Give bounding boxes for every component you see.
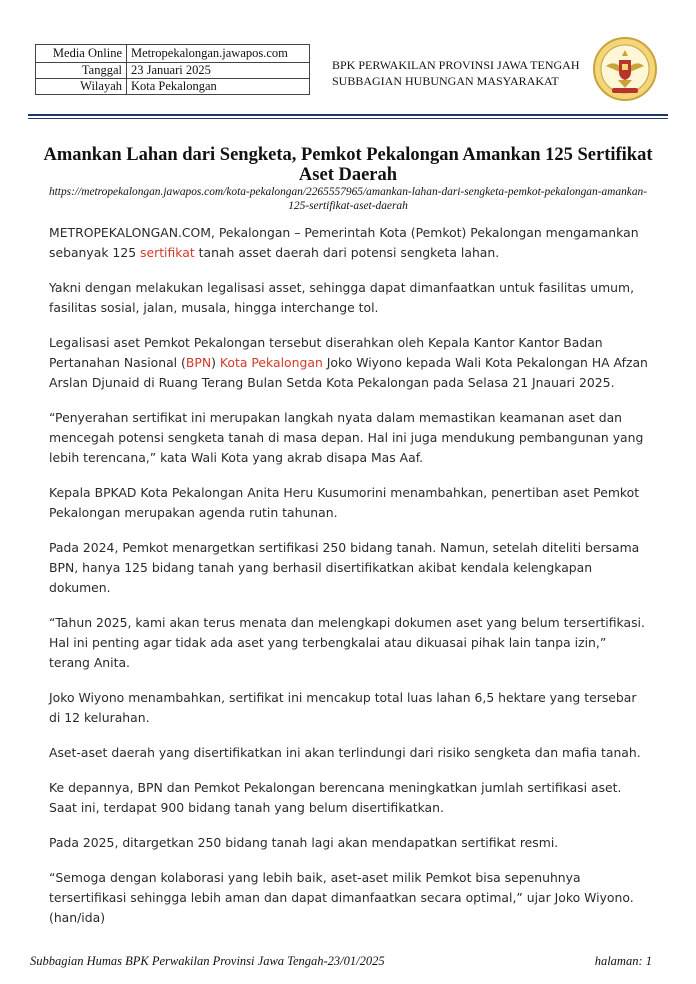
paragraph: Aset-aset daerah yang disertifikatkan ini akan terlindungi dari risiko sengketa dan mafia tanah. <box>49 745 641 760</box>
region-label: Wilayah <box>36 79 127 95</box>
footer-source: Subbagian Humas BPK Perwakilan Provinsi Jawa Tengah-23/01/2025 <box>30 954 385 968</box>
paragraph <box>49 223 649 263</box>
paragraph-text: tanah asset daerah dari potensi sengketa lahan. <box>194 245 500 260</box>
paragraph: “Semoga dengan kolaborasi yang lebih baik, aset-aset milik Pemkot bisa sepenuhnya tersertifikasi sehingga lebih aman dan dapat dimanfaatkan secara optimal,” ujar Joko Wiyono. (han/ida) <box>49 870 634 925</box>
bpn-link[interactable]: BPN <box>185 355 212 370</box>
paragraph: Ke depannya, BPN dan Pemkot Pekalongan berencana meningkatkan jumlah sertifikasi aset. Saat ini, terdapat 900 bidang tanah yang belum disertifikatkan. <box>49 780 622 815</box>
media-label: Media Online <box>36 45 127 63</box>
metadata-row-region <box>36 79 310 95</box>
paragraph: Yakni dengan melakukan legalisasi asset, sehingga dapat dimanfaatkan untuk fasilitas umum, fasilitas sosial, jalan, musala, hingga interchange tol. <box>49 280 635 315</box>
paragraph-text: Legalisasi aset Pemkot Pekalongan tersebut diserahkan oleh Kepala Kantor Kantor Badan Pertanahan Nasional ( <box>49 335 603 370</box>
metadata-row-media <box>36 45 310 63</box>
paragraph: “Penyerahan sertifikat ini merupakan langkah nyata dalam memastikan keamanan aset dan mencegah potensi sengketa tanah di masa depan. Hal ini juga mendukung pembangunan yang lebih terencana,” kata Wali Kota yang akrab disapa Mas Aaf. <box>49 410 644 465</box>
organization-division: SUBBAGIAN HUBUNGAN MASYARAKAT <box>332 74 559 88</box>
paragraph: Pada 2025, ditargetkan 250 bidang tanah lagi akan mendapatkan sertifikat resmi. <box>49 835 559 850</box>
media-value: Metropekalongan.jawapos.com <box>127 45 310 63</box>
metadata-table <box>35 44 310 95</box>
paragraph-text: METROPEKALONGAN.COM, Pekalongan – Pemerintah Kota (Pemkot) Pekalongan mengamankan sebanyak 125 <box>49 225 639 260</box>
header-divider-thin <box>28 118 668 119</box>
paragraph <box>49 333 649 393</box>
paragraph: Pada 2024, Pemkot menargetkan sertifikasi 250 bidang tanah. Namun, setelah diteliti bersama BPN, hanya 125 bidang tanah yang berhasil disertifikatkan akibat kendala kelengkapan dokumen. <box>49 540 640 595</box>
paragraph: “Tahun 2025, kami akan terus menata dan melengkapi dokumen aset yang belum tersertifikasi. Hal ini penting agar tidak ada aset yang terbengkalai atau dikuasai pihak lain tanpa izin,” terang Anita. <box>49 615 645 670</box>
garuda-emblem-icon <box>592 36 658 102</box>
article-url: https://metropekalongan.jawapos.com/kota-pekalongan/2265557965/amankan-lahan-dari-sengketa-pemkot-pekalongan-amankan-125-sertifikat-aset-daerah <box>48 186 648 212</box>
organization-header <box>332 57 580 89</box>
header-divider <box>28 114 668 116</box>
article-body <box>49 223 649 943</box>
article-title: Amankan Lahan dari Sengketa, Pemkot Pekalongan Amankan 125 Sertifikat Aset Daerah <box>43 145 653 185</box>
paragraph-text: ) <box>211 355 220 370</box>
paragraph: Joko Wiyono menambahkan, sertifikat ini mencakup total luas lahan 6,5 hektare yang tersebar di 12 kelurahan. <box>49 690 637 725</box>
date-label: Tanggal <box>36 63 127 79</box>
sertifikat-link[interactable]: sertifikat <box>140 245 195 260</box>
page-footer <box>30 954 652 969</box>
date-value: 23 Januari 2025 <box>127 63 310 79</box>
page-number: halaman: 1 <box>594 954 652 968</box>
paragraph-text: Joko Wiyono kepada Wali Kota Pekalongan HA Afzan Arslan Djunaid di Ruang Terang Bulan Setda Kota Pekalongan pada Selasa 21 Jnauari 2025. <box>49 355 648 390</box>
metadata-row-date <box>36 63 310 79</box>
region-value: Kota Pekalongan <box>127 79 310 95</box>
paragraph: Kepala BPKAD Kota Pekalongan Anita Heru Kusumorini menambahkan, penertiban aset Pemkot Pekalongan merupakan agenda rutin tahunan. <box>49 485 640 520</box>
organization-name: BPK PERWAKILAN PROVINSI JAWA TENGAH <box>332 58 580 72</box>
kota-pekalongan-link[interactable]: Kota Pekalongan <box>219 355 323 370</box>
